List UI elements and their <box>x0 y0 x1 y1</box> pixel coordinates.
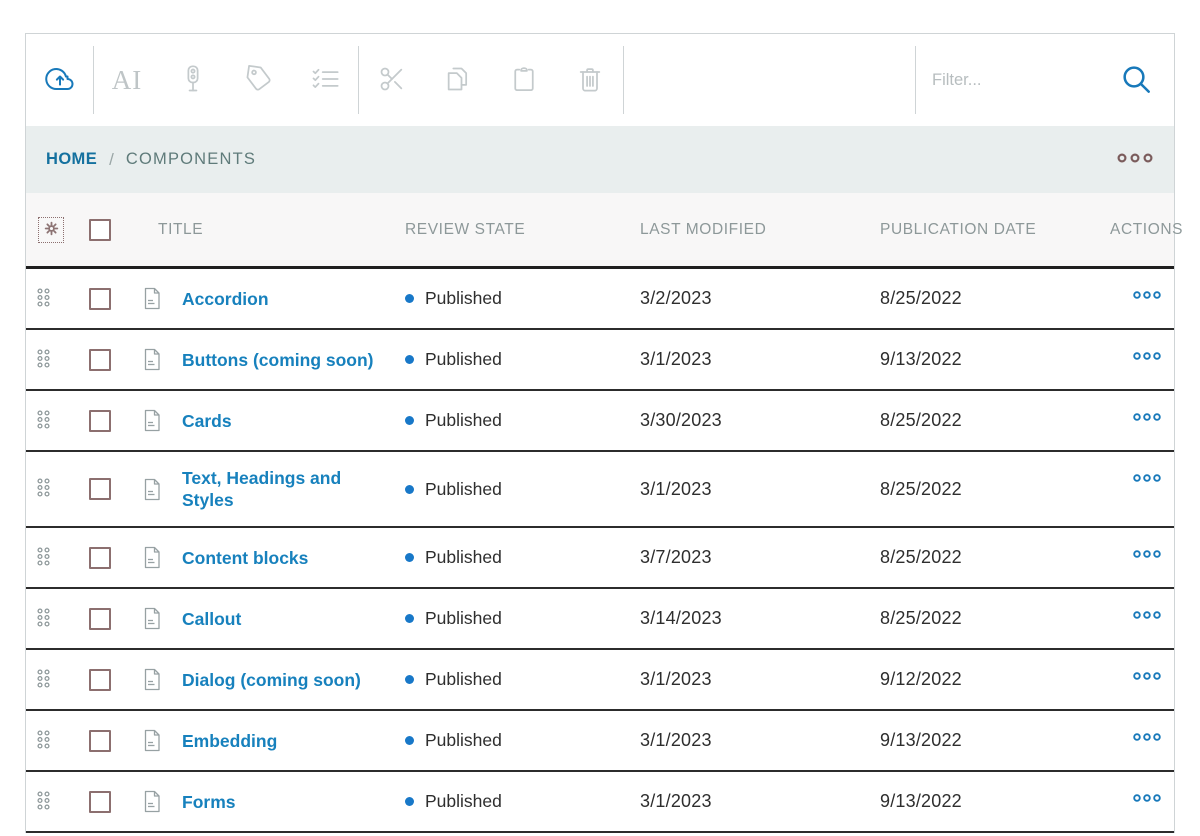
drag-handle[interactable] <box>35 607 70 631</box>
row-checkbox[interactable] <box>89 669 111 691</box>
publication-date: 9/13/2022 <box>880 791 962 811</box>
last-modified-date: 3/7/2023 <box>640 547 712 567</box>
publication-date: 8/25/2022 <box>880 288 962 308</box>
table-row <box>26 711 1174 772</box>
drag-dots-icon <box>35 348 52 372</box>
table-row <box>26 650 1174 711</box>
published-dot-icon <box>405 416 414 425</box>
row-actions-button[interactable] <box>1132 349 1162 364</box>
row-actions-button[interactable] <box>1132 608 1162 623</box>
breadcrumb-home-link[interactable]: HOME <box>46 150 98 168</box>
row-checkbox[interactable] <box>89 410 111 432</box>
review-state-label: Published <box>425 478 502 499</box>
drag-dots-icon <box>35 546 52 570</box>
component-title-link[interactable]: Text, Headings and Styles <box>182 468 342 510</box>
breadcrumb-more-button[interactable] <box>1116 152 1154 167</box>
gear-icon <box>43 220 60 240</box>
review-state-label: Published <box>425 547 502 567</box>
last-modified-date: 3/1/2023 <box>640 669 712 689</box>
last-modified-date: 3/1/2023 <box>640 478 712 499</box>
review-state-label: Published <box>425 669 502 689</box>
document-icon <box>130 668 174 691</box>
review-state-button[interactable] <box>160 52 226 108</box>
drag-handle[interactable] <box>35 348 70 372</box>
review-state <box>391 669 626 690</box>
scissors-cut-icon <box>378 65 406 96</box>
breadcrumb-current: COMPONENTS <box>125 150 257 168</box>
row-actions-button[interactable] <box>1132 547 1162 562</box>
document-icon <box>130 790 174 813</box>
ellipsis-icon <box>1132 669 1162 684</box>
published-dot-icon <box>405 355 414 364</box>
last-modified-date: 3/2/2023 <box>640 288 712 308</box>
component-title-link[interactable]: Forms <box>182 791 236 812</box>
row-checkbox[interactable] <box>89 730 111 752</box>
search-button[interactable] <box>1106 52 1166 108</box>
traffic-light-icon <box>179 64 207 97</box>
toolbar <box>26 34 1174 126</box>
row-checkbox[interactable] <box>89 608 111 630</box>
ellipsis-icon <box>1132 547 1162 562</box>
drag-handle[interactable] <box>35 546 70 570</box>
row-actions-button[interactable] <box>1132 791 1162 806</box>
document-icon <box>130 409 174 432</box>
component-title-link[interactable]: Embedding <box>182 730 278 751</box>
review-state <box>391 730 626 751</box>
drag-dots-icon <box>35 409 52 433</box>
review-state-label: Published <box>425 288 502 308</box>
column-header-title: TITLE <box>158 220 204 238</box>
review-state <box>391 791 626 812</box>
breadcrumb <box>26 126 1174 193</box>
search-icon <box>1120 63 1152 98</box>
drag-handle[interactable] <box>35 477 70 501</box>
component-title-link[interactable]: Buttons (coming soon) <box>182 349 374 370</box>
drag-handle[interactable] <box>35 729 70 753</box>
row-checkbox[interactable] <box>89 791 111 813</box>
ellipsis-icon <box>1132 730 1162 745</box>
last-modified-date: 3/1/2023 <box>640 730 712 750</box>
ellipsis-icon <box>1132 791 1162 806</box>
paste-button[interactable] <box>491 52 557 108</box>
drag-dots-icon <box>35 607 52 631</box>
row-actions-button[interactable] <box>1132 669 1162 684</box>
column-settings-button[interactable] <box>38 217 64 243</box>
review-state <box>391 547 626 568</box>
table-row <box>26 452 1174 528</box>
copy-icon <box>444 65 472 96</box>
publication-date: 8/25/2022 <box>880 478 962 499</box>
upload-button[interactable] <box>27 52 93 108</box>
row-checkbox[interactable] <box>89 349 111 371</box>
document-icon <box>130 287 174 310</box>
review-state <box>391 608 626 629</box>
column-header-last-modified: LAST MODIFIED <box>640 220 767 238</box>
publication-date: 8/25/2022 <box>880 608 962 628</box>
row-checkbox[interactable] <box>89 478 111 500</box>
drag-dots-icon <box>35 668 52 692</box>
table-row <box>26 330 1174 391</box>
published-dot-icon <box>405 553 414 562</box>
review-state <box>391 479 626 500</box>
checklist-button[interactable] <box>292 52 358 108</box>
table-row <box>26 772 1174 833</box>
component-title-link[interactable]: Cards <box>182 410 232 431</box>
row-checkbox[interactable] <box>89 288 111 310</box>
column-header-publication-date: PUBLICATION DATE <box>880 220 1037 238</box>
published-dot-icon <box>405 675 414 684</box>
column-header-review-state: REVIEW STATE <box>405 220 526 238</box>
review-state <box>391 410 626 431</box>
drag-handle[interactable] <box>35 409 70 433</box>
published-dot-icon <box>405 614 414 623</box>
document-icon <box>130 478 174 501</box>
filter-zone <box>915 34 1174 126</box>
last-modified-date: 3/30/2023 <box>640 410 722 430</box>
drag-dots-icon <box>35 729 52 753</box>
publication-date: 8/25/2022 <box>880 547 962 567</box>
ellipsis-icon <box>1116 152 1154 167</box>
checklist-icon <box>310 65 340 96</box>
row-actions-button[interactable] <box>1132 471 1162 486</box>
table-header <box>26 193 1184 269</box>
copy-button[interactable] <box>425 52 491 108</box>
last-modified-date: 3/14/2023 <box>640 608 722 628</box>
table-row <box>26 269 1174 330</box>
row-actions-button[interactable] <box>1132 730 1162 745</box>
publication-date: 9/13/2022 <box>880 349 962 369</box>
row-checkbox[interactable] <box>89 547 111 569</box>
ai-rename-button[interactable] <box>94 52 160 108</box>
component-title-link[interactable]: Content blocks <box>182 547 309 568</box>
paste-clipboard-icon <box>510 65 538 96</box>
tag-button[interactable] <box>226 52 292 108</box>
row-actions-button[interactable] <box>1132 410 1162 425</box>
document-icon <box>130 348 174 371</box>
row-actions-button[interactable] <box>1132 288 1162 303</box>
document-icon <box>130 607 174 630</box>
drag-handle[interactable] <box>35 287 70 311</box>
table-row <box>26 528 1174 589</box>
published-dot-icon <box>405 294 414 303</box>
select-all-checkbox[interactable] <box>89 219 111 241</box>
component-title-link[interactable]: Dialog (coming soon) <box>182 669 361 690</box>
content-listing-app <box>25 33 1184 833</box>
component-title-link[interactable]: Accordion <box>182 288 269 309</box>
review-state-label: Published <box>425 410 502 430</box>
review-state-label: Published <box>425 730 502 750</box>
tag-icon <box>245 65 273 96</box>
ai-rename-icon: AI <box>111 64 143 95</box>
toolbar-separator <box>623 46 624 114</box>
ellipsis-icon <box>1132 608 1162 623</box>
column-header-actions: ACTIONS <box>1110 220 1184 238</box>
published-dot-icon <box>405 797 414 806</box>
trash-icon <box>576 65 604 96</box>
breadcrumb-separator: / <box>109 149 114 169</box>
review-state-label: Published <box>425 791 502 811</box>
drag-dots-icon <box>35 477 52 501</box>
publication-date: 8/25/2022 <box>880 410 962 430</box>
review-state-label: Published <box>425 349 502 369</box>
ellipsis-icon <box>1132 471 1162 486</box>
drag-handle[interactable] <box>35 790 70 814</box>
published-dot-icon <box>405 485 414 494</box>
review-state-label: Published <box>425 608 502 628</box>
ellipsis-icon <box>1132 410 1162 425</box>
ellipsis-icon <box>1132 288 1162 303</box>
drag-dots-icon <box>35 287 52 311</box>
document-icon <box>130 546 174 569</box>
drag-dots-icon <box>35 790 52 814</box>
review-state <box>391 288 626 309</box>
cut-button[interactable] <box>359 52 425 108</box>
table-row <box>26 391 1174 452</box>
drag-handle[interactable] <box>35 668 70 692</box>
cloud-upload-icon <box>45 64 75 97</box>
component-title-link[interactable]: Callout <box>182 608 242 629</box>
table-body <box>26 269 1174 833</box>
filter-input[interactable] <box>916 60 1106 100</box>
review-state <box>391 349 626 370</box>
last-modified-date: 3/1/2023 <box>640 349 712 369</box>
delete-button[interactable] <box>557 52 623 108</box>
published-dot-icon <box>405 736 414 745</box>
publication-date: 9/13/2022 <box>880 730 962 750</box>
ellipsis-icon <box>1132 349 1162 364</box>
publication-date: 9/12/2022 <box>880 669 962 689</box>
last-modified-date: 3/1/2023 <box>640 791 712 811</box>
document-icon <box>130 729 174 752</box>
table-row <box>26 589 1174 650</box>
